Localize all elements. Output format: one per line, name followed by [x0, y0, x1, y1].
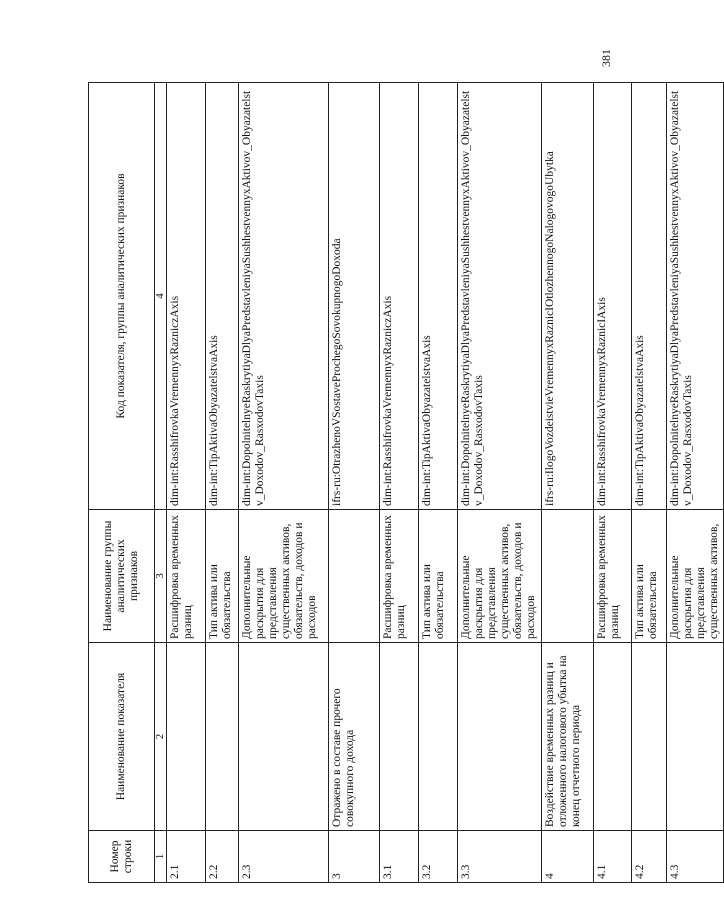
indicator-name-cell: [458, 643, 542, 831]
column-number: 4: [155, 83, 167, 510]
table-row: [594, 83, 632, 883]
row-number-cell: 4.2: [632, 831, 667, 883]
page-number: 381: [599, 49, 613, 67]
code-cell: ifrs-ru:OtrazhenoVSostaveProchegoSovokupnogoDoxoda: [329, 83, 380, 510]
table-row: [542, 83, 594, 883]
code-cell: dim-int:TipAktivaObyazatelstvaAxis: [419, 83, 458, 510]
rotated-table-container: [88, 83, 720, 883]
indicator-name-cell: [239, 643, 329, 831]
row-number-cell: 3.1: [380, 831, 419, 883]
row-number-cell: 4: [542, 831, 594, 883]
row-number-cell: 4.1: [594, 831, 632, 883]
group-name-cell: Тип актива или обязательства: [206, 510, 239, 643]
column-number: 1: [155, 831, 167, 883]
column-number: 3: [155, 510, 167, 643]
header-row-number: Номер строки: [89, 831, 155, 883]
row-number-cell: 3: [329, 831, 380, 883]
indicator-name-cell: [206, 643, 239, 831]
column-number: 2: [155, 643, 167, 831]
group-name-cell: Тип актива или обязательства: [419, 510, 458, 643]
group-name-cell: Дополнительные раскрытия для представления существенных активов, обязательств, доходов и расходов: [458, 510, 542, 643]
indicator-name-cell: [594, 643, 632, 831]
row-number-cell: 3.2: [419, 831, 458, 883]
group-name-cell: Тип актива или обязательства: [632, 510, 667, 643]
indicators-table: [88, 82, 724, 883]
group-name-cell: [542, 510, 594, 643]
indicator-name-cell: [419, 643, 458, 831]
table-row: [239, 83, 329, 883]
column-number-row: [155, 83, 167, 883]
row-number-cell: 3.3: [458, 831, 542, 883]
indicator-name-cell: [667, 643, 724, 831]
indicator-name-cell: [632, 643, 667, 831]
code-cell: dim-int:DopolnitelnyeRaskrytiyaDlyaPredstavleniyaSushhestvennyxAktivov_Obyazatelstv_Doxodov_RasxodovTaxis: [458, 83, 542, 510]
table-row: [458, 83, 542, 883]
code-cell: dim-int:TipAktivaObyazatelstvaAxis: [632, 83, 667, 510]
group-name-cell: [329, 510, 380, 643]
table-body: [167, 83, 724, 883]
table-row: [632, 83, 667, 883]
code-cell: dim-int:DopolnitelnyeRaskrytiyaDlyaPredstavleniyaSushhestvennyxAktivov_Obyazatelstv_Doxodov_RasxodovTaxis: [239, 83, 329, 510]
indicator-name-cell: Воздействие временных разниц и отложенного налогового убытка на конец отчетного периода: [542, 643, 594, 831]
row-number-cell: 2.2: [206, 831, 239, 883]
table-row: [380, 83, 419, 883]
row-number-cell: 2.3: [239, 831, 329, 883]
code-cell: dim-int:DopolnitelnyeRaskrytiyaDlyaPredstavleniyaSushhestvennyxAktivov_Obyazatelstv_Doxodov_RasxodovTaxis: [667, 83, 724, 510]
code-cell: dim-int:RasshifrovkaVremennyxRazniczAxis: [380, 83, 419, 510]
group-name-cell: Дополнительные раскрытия для представления существенных активов,: [667, 510, 724, 643]
header-indicator-name: Наименование показателя: [89, 643, 155, 831]
code-cell: dim-int:RasshifrovkaVremennyxRaznicIAxis: [594, 83, 632, 510]
group-name-cell: Расшифровка временных разниц: [594, 510, 632, 643]
indicator-name-cell: Отражено в составе прочего совокупного дохода: [329, 643, 380, 831]
code-cell: dim-int:RasshifrovkaVremennyxRazniczAxis: [167, 83, 206, 510]
group-name-cell: Дополнительные раскрытия для представления существенных активов, обязательств, доходов и расходов: [239, 510, 329, 643]
indicator-name-cell: [380, 643, 419, 831]
row-number-cell: 2.1: [167, 831, 206, 883]
code-cell: dim-int:TipAktivaObyazatelstvaAxis: [206, 83, 239, 510]
table-row: [329, 83, 380, 883]
row-number-cell: 4.3: [667, 831, 724, 883]
indicator-name-cell: [167, 643, 206, 831]
table-row: [419, 83, 458, 883]
table-row: [667, 83, 724, 883]
group-name-cell: Расшифровка временных разниц: [380, 510, 419, 643]
table-row: [167, 83, 206, 883]
header-group-name: Наименование группы аналитических признаков: [89, 510, 155, 643]
header-row: [89, 83, 155, 883]
group-name-cell: Расшифровка временных разниц: [167, 510, 206, 643]
code-cell: ifrs-ru:IlogoVozdeistvieVremennyxRaznicIOtlozhennogoNalogovogoUbytka: [542, 83, 594, 510]
header-code: Код показателя, группы аналитических признаков: [89, 83, 155, 510]
table-row: [206, 83, 239, 883]
